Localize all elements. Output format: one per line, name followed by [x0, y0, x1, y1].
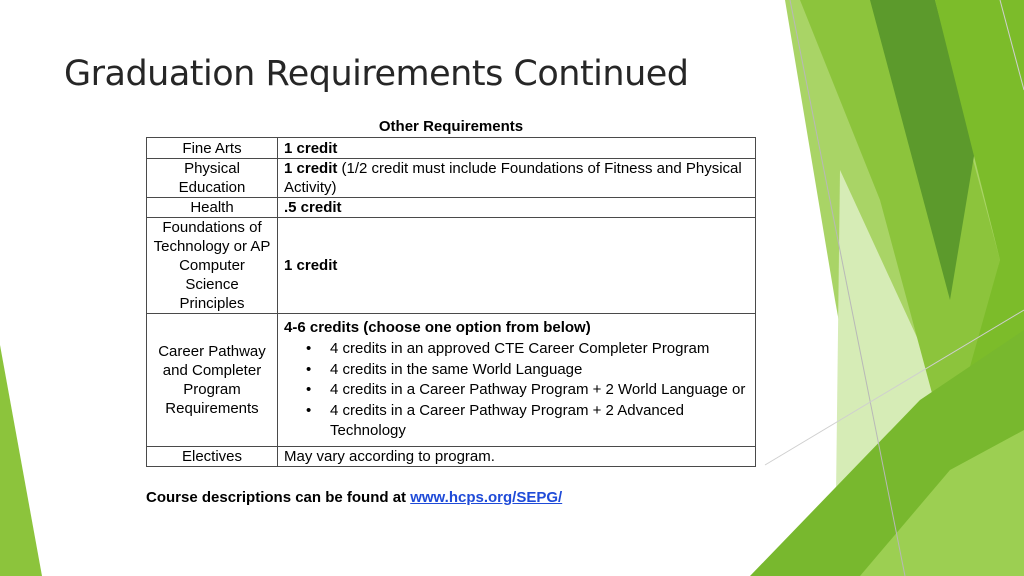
table-row — [147, 159, 756, 198]
credit-value-cell — [278, 159, 756, 198]
footer-text: Course descriptions can be found at — [146, 489, 411, 506]
career-heading: 4-6 credits (choose one option from below) — [284, 319, 591, 337]
category-cell: Fine Arts — [147, 138, 278, 159]
credit-value: .5 credit — [278, 198, 756, 218]
list-item: • 4 credits in a Career Pathway Program + 2 Advanced Technology — [284, 401, 749, 442]
left-green-sliver — [0, 345, 42, 576]
category-cell: Foundations of Technology or AP Computer Science Principles — [147, 218, 278, 314]
credit-note: (1/2 credit must include Foundations of Fitness and Physical Activity) — [284, 160, 742, 196]
career-option-list — [284, 339, 749, 442]
table-row — [147, 218, 756, 314]
category-cell: Electives — [147, 447, 278, 467]
requirements-table — [146, 137, 756, 467]
sepg-link[interactable]: www.hcps.org/SEPG/ — [410, 489, 563, 506]
credit-value: 1 credit — [284, 160, 338, 177]
category-cell: Health — [147, 198, 278, 218]
category-cell: Physical Education — [147, 159, 278, 198]
table-row — [147, 447, 756, 467]
credit-value: 1 credit — [278, 218, 756, 314]
table-row — [147, 198, 756, 218]
table-caption: Other Requirements — [378, 118, 524, 135]
table-row — [147, 314, 756, 447]
credit-value: 1 credit — [278, 138, 756, 159]
list-item: • 4 credits in a Career Pathway Program + 2 World Language or — [284, 380, 749, 401]
table-row — [147, 138, 756, 159]
list-item: • 4 credits in the same World Language — [284, 360, 749, 381]
category-cell: Career Pathway and Completer Program Requirements — [147, 314, 278, 447]
list-item: • 4 credits in an approved CTE Career Completer Program — [284, 339, 749, 360]
career-options-cell — [278, 314, 756, 447]
slide-title: Graduation Requirements Continued — [64, 54, 689, 94]
credit-value: May vary according to program. — [278, 447, 756, 467]
course-descriptions-note — [146, 489, 562, 506]
